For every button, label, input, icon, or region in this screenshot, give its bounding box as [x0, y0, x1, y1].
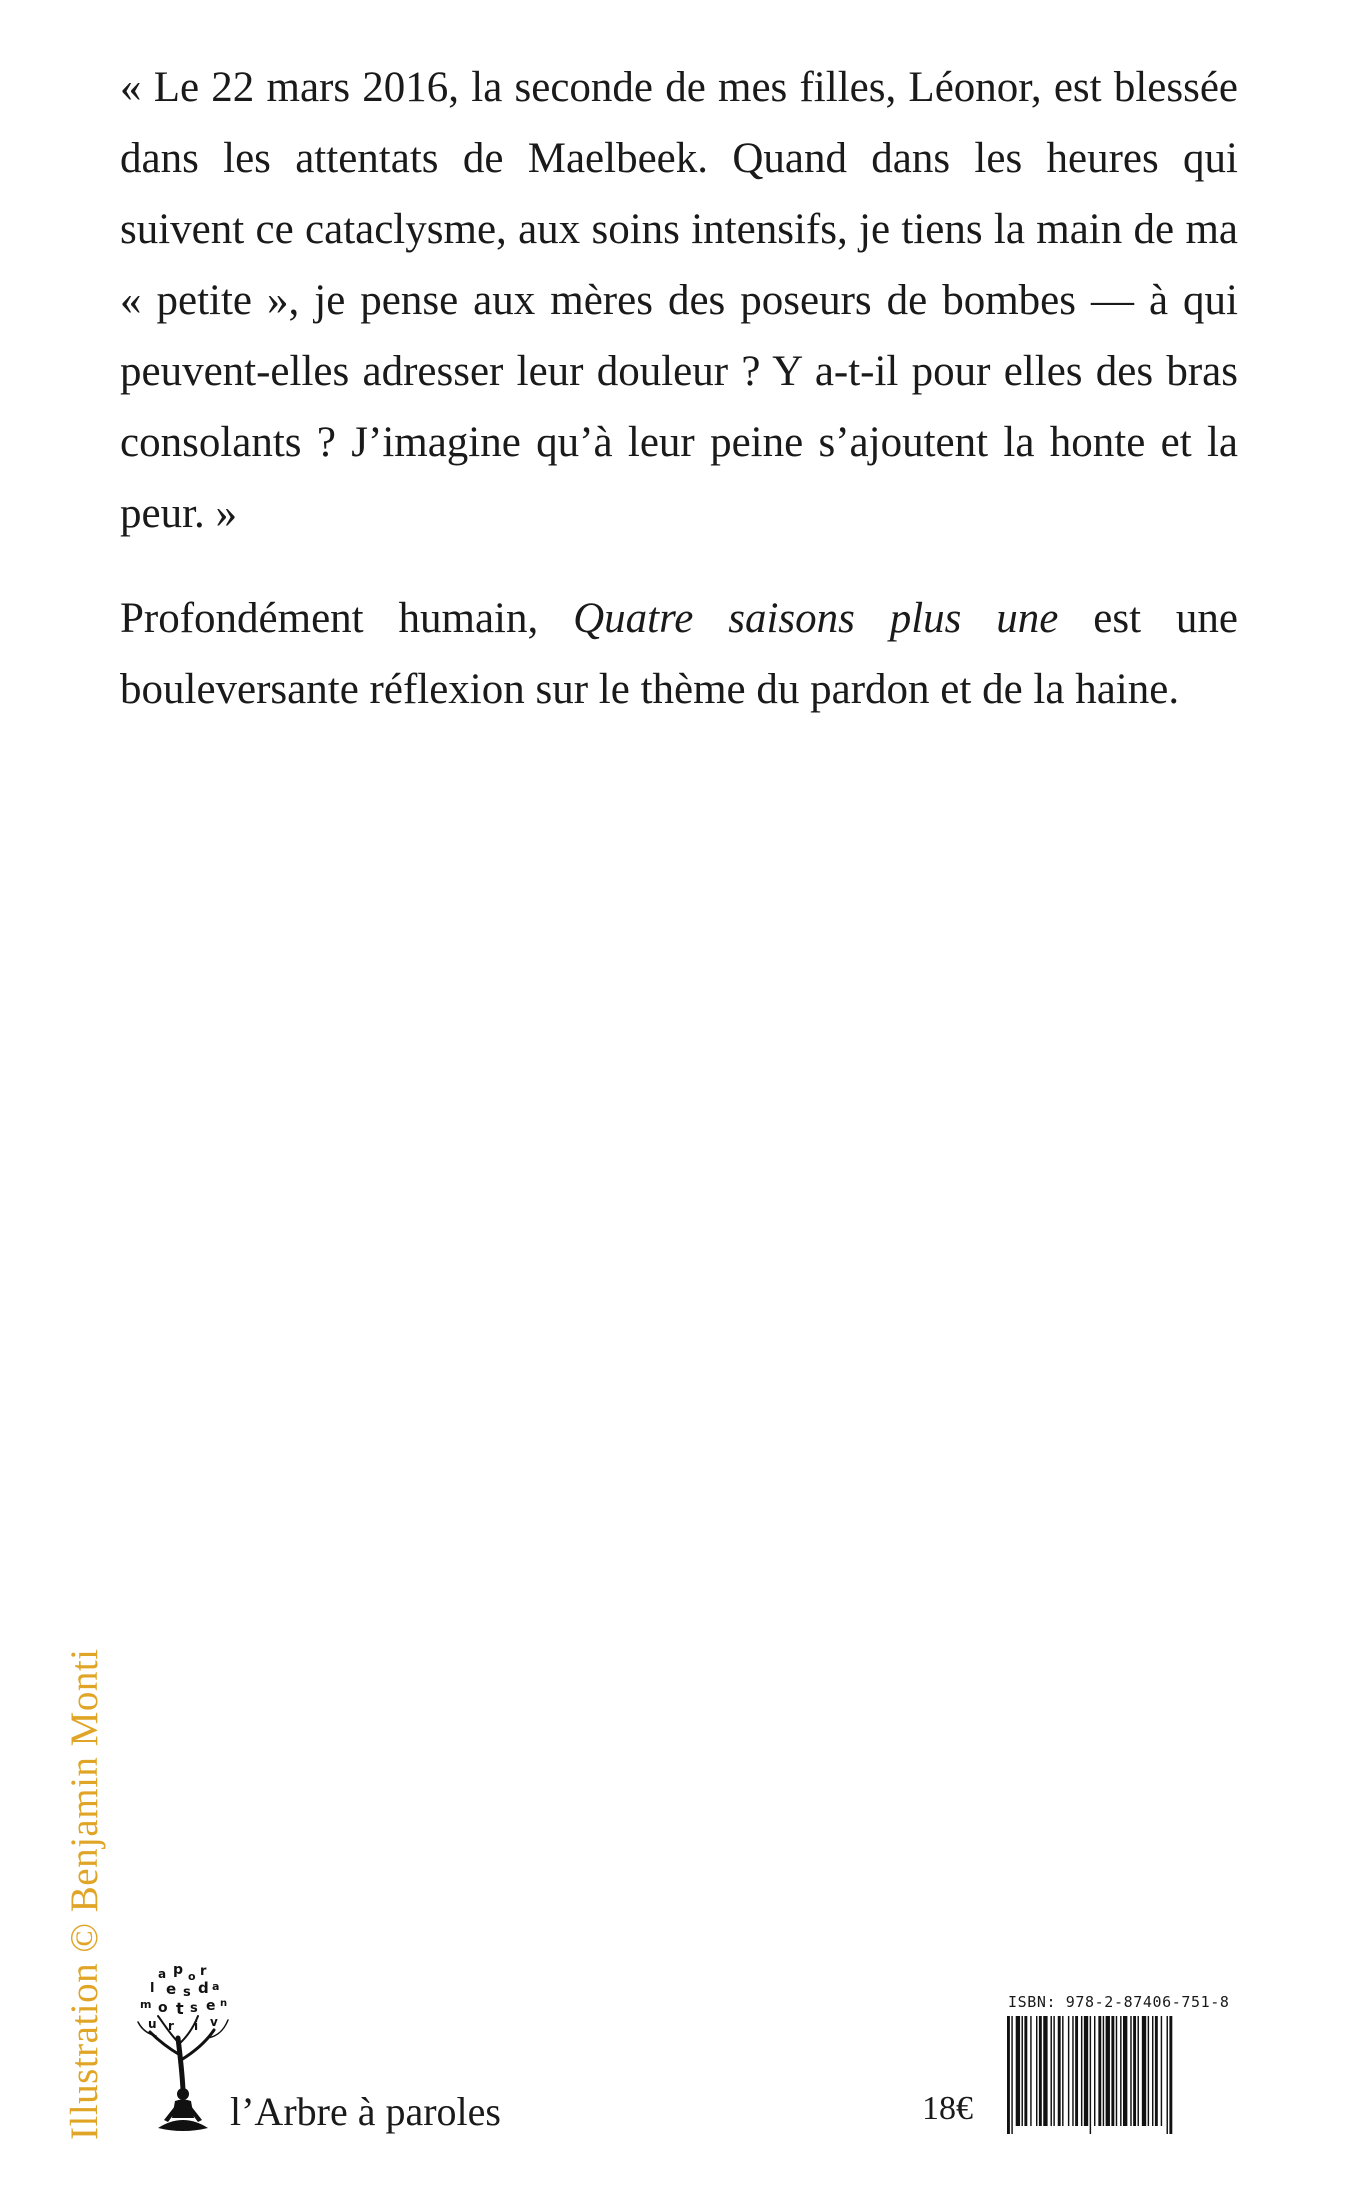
- quote-paragraph: [120, 52, 1238, 549]
- barcode-bar: [1072, 2016, 1073, 2126]
- barcode-bar: [1111, 2016, 1114, 2126]
- svg-text:m: m: [140, 1998, 152, 2011]
- barcode-bar: [1161, 2016, 1162, 2126]
- barcode-bar: [1051, 2016, 1052, 2126]
- barcode-bar: [1036, 2016, 1037, 2126]
- svg-text:s: s: [183, 1985, 191, 2000]
- barcode-bar: [1155, 2016, 1158, 2126]
- price: 18€: [922, 2090, 973, 2127]
- barcode-bar: [1022, 2016, 1023, 2126]
- barcode-bar: [1142, 2016, 1146, 2126]
- publisher-name: l’Arbre à paroles: [230, 2089, 501, 2134]
- tree-with-meditating-figure-icon: [128, 1960, 238, 2135]
- svg-text:o: o: [188, 1970, 196, 1983]
- book-title: Quatre saisons plus une: [573, 595, 1059, 642]
- barcode-bar: [1133, 2016, 1136, 2126]
- barcode-bar: [1030, 2016, 1031, 2126]
- barcode-bar: [1007, 2016, 1010, 2134]
- barcode-bar: [1053, 2016, 1054, 2126]
- barcode-bar: [1169, 2016, 1172, 2134]
- barcode-bar: [1068, 2016, 1069, 2126]
- barcode-bar: [1167, 2016, 1168, 2134]
- barcode-bar: [1152, 2016, 1153, 2126]
- illustration-credit: Illustration © Benjamin Monti: [63, 1648, 106, 2140]
- svg-text:s: s: [190, 2001, 198, 2016]
- svg-text:e: e: [206, 1998, 216, 2014]
- barcode-bar: [1058, 2016, 1061, 2126]
- summary-lead: Profondément humain,: [120, 595, 574, 642]
- quote-text: « Le 22 mars 2016, la seconde de mes filles, Léonor, est blessée dans les attentats de Maelbeek. Quand dans les heures qui suivent ce cataclysme, aux soins intensifs, je tiens la main de ma « petite », je pense aux mères des poseurs de bombes — à qui peuvent-elles adresser leur douleur ? Y a-t-il pour elles des bras consolants ? J’imagine qu’à leur peine s’ajoutent la honte et la peur. »: [120, 64, 1238, 537]
- barcode: [1007, 2016, 1227, 2134]
- svg-text:o: o: [158, 2000, 168, 2016]
- svg-text:l: l: [150, 1981, 155, 1996]
- svg-text:r: r: [200, 1964, 207, 1979]
- svg-text:e: e: [166, 1980, 177, 1998]
- svg-text:d: d: [198, 1979, 209, 1997]
- svg-text:r: r: [168, 2019, 174, 2033]
- barcode-bar: [1084, 2016, 1088, 2126]
- barcode-bar: [1094, 2016, 1095, 2126]
- barcode-bar: [1098, 2016, 1101, 2126]
- svg-text:i: i: [194, 2019, 199, 2033]
- barcode-bar: [1090, 2016, 1091, 2134]
- barcode-bar: [1016, 2016, 1020, 2126]
- svg-text:t: t: [176, 1999, 184, 2018]
- svg-text:a: a: [212, 1980, 220, 1993]
- blurb-text: [120, 52, 1238, 759]
- svg-text:a: a: [158, 1967, 167, 1981]
- barcode-bar: [1130, 2016, 1131, 2126]
- isbn-text: ISBN: 978-2-87406-751-8: [1008, 1993, 1230, 2011]
- summary-rest: est une bouleversante réflexion sur le thème du pardon et de la haine.: [120, 595, 1238, 713]
- barcode-bar: [1138, 2016, 1139, 2126]
- barcode-bar: [1075, 2016, 1078, 2126]
- svg-text:p: p: [173, 1962, 184, 1978]
- barcode-bar: [1081, 2016, 1082, 2126]
- barcode-bar: [1043, 2016, 1047, 2126]
- barcode-bar: [1123, 2016, 1127, 2126]
- barcode-bar: [1103, 2016, 1104, 2126]
- barcode-bar: [1106, 2016, 1110, 2126]
- svg-text:n: n: [220, 1998, 228, 2009]
- barcode-bar: [1024, 2016, 1027, 2126]
- barcode-bar: [1120, 2016, 1121, 2126]
- summary-paragraph: [120, 583, 1238, 725]
- barcode-bar: [1039, 2016, 1042, 2126]
- barcode-bar: [1011, 2016, 1012, 2134]
- svg-text:v: v: [210, 2015, 218, 2029]
- barcode-bar: [1148, 2016, 1149, 2126]
- barcode-bar: [1062, 2016, 1063, 2126]
- svg-text:u: u: [148, 2017, 157, 2031]
- barcode-bar: [1116, 2016, 1117, 2126]
